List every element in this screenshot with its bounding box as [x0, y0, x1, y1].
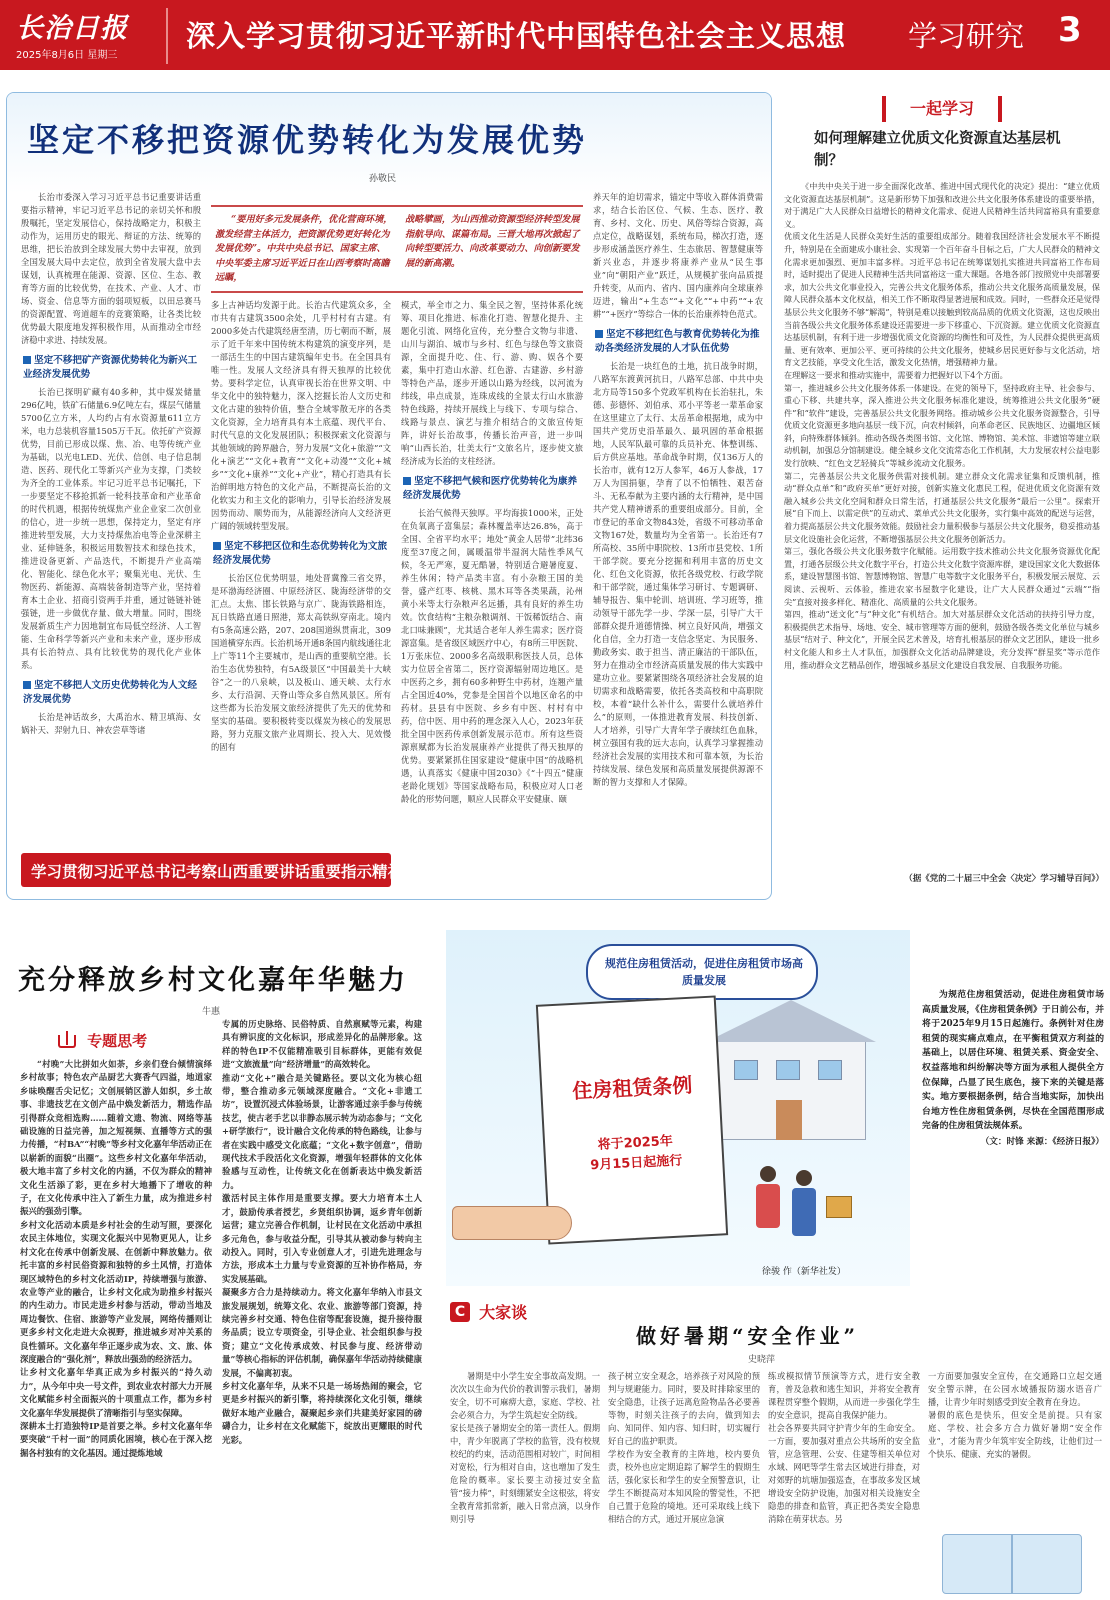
cartoon-caption — [922, 988, 1104, 1278]
document-date-1: 将于2025年 — [597, 1133, 674, 1153]
topic-label — [58, 1030, 188, 1052]
newspaper-logo: 长治日报 — [16, 13, 128, 44]
cartoon-credit: 徐骏 作（新华社发） — [762, 1267, 846, 1277]
article-column-4 — [593, 191, 763, 900]
article-column-2: 专属的历史脉络、民俗特质、自然禀赋等元素，构建具有辨识度的文化标识，形成差异化的品牌形象。这样的特色IP不仅能精准吸引目标群体，更能有效促进“文旅流量”向“经济增量”的高效转化。 推动“文化+”融合是关键路径。要以文化为核心纽带，整合推动多元领域深度融合。“文化+非遗工坊”，设置沉浸式体验场景，让游客通过亲手参与传统技艺，使古老手艺以非静态展示转为动态参与；“文化+研学旅行”，设计融合文化传承的特色路线，让参与者在实践中感受文化底蕴；“文化+数字创意”，借助现代技术手段活化文化资源，增强年轻群体的文化体验感与互动性，让传统文化在创新表达中焕发新活力。 激活村民主体作用是重要支撑。要大力培育本土人才，鼓励传承者授艺，乡贤组织协调，返乡青年创新运营；建立完善合作机制，让村民在文化活动中承担多元角色，参与收益分配，引导其从被动参与转向主动投入。同时，引入专业创意人才，引进先进理念与方法，形成本土力量与专业资源的互补协作格局，夯实发展基础。 凝聚多方合力是持续动力。将文化嘉年华纳入市县文旅发展规划，统筹文化、农业、旅游等部门资源，持续完善乡村交通、特色住宿等配套设施，提升接待服务品质；设立专项资金，引导企业、社会组织参与投资；建立“文化传承成效、村民参与度、经济带动量”等核心指标的评估机制，确保嘉年华活动持续健康发展，不偏离初衷。 乡村文化嘉年华，从来不只是一场场热闹的聚会，它更是乡村振兴的新引擎，将持续深化文化引领，继续做好本地产业融合，凝聚起乡亲们共建美好家园的磅礴合力，让乡村在文化赋能下，绽放出更耀眼的时代光彩。 — [222, 1019, 422, 1445]
study-tag-text: 一起学习 — [909, 99, 974, 118]
study-source: （据《党的二十届三中全会〈决定〉学习辅导百问》） — [904, 874, 1104, 884]
article-title: 做好暑期“安全作业” — [636, 1324, 860, 1348]
section-name: 学习研究 — [908, 19, 1025, 53]
house-illustration — [706, 1000, 876, 1140]
article-column-1 — [21, 191, 201, 851]
regulation-document — [536, 995, 728, 1244]
topic-label-text: 专题思考 — [87, 1032, 148, 1050]
chat-icon: C — [450, 1302, 470, 1322]
body-health: 长治气候得天独厚。平均海拔1000米，正处在负氧离子富集层；森林覆盖率达26.8%，高于全国、全省平均水平；地处“黄金人居带”北纬36度至37度之间，属暖温带半湿润大陆性季风气候，冬无严寒，夏无酷暑，特别适合避暑度夏、养生休闲；特产品类丰富。有小杂粮王国的美誉，盛产红枣、核桃、黑木耳等各类果蔬，沁州黄小米等太行杂粮声名远播，具有良好的养生功效。饮食结构“主粮杂粮调剂、干饭稀饭结合、南北口味兼顾”，尤其适合老年人养生需求；医疗资源富集。是省级区域医疗中心，有8所三甲医院、1万张床位、2000多名高级职称医技人员，总体实力位居全省第二，医疗资源辐射周边地区。是中医药之乡，拥有60多种野生中药材，连翘产量占全国近40%，党参是全国首个以地区命名的中药材。县县有中医院、乡乡有中医、村村有中药，信中医、用中药的理念深入人心，2023年获批全国中医药传承创新发展示范市。所有这些资源禀赋都为长治发展康养产业提供了得天独厚的优势。要紧紧抓住国家建设“健康中国”的战略机遇，认真落实《健康中国2030》《“十四五”健康老龄化规划》等国家战略布局，积极应对人口老龄化的形势问题，顺应人民群众平安健康、颐 — [401, 508, 583, 804]
study-column — [778, 92, 1104, 900]
article-column-2 — [211, 299, 391, 851]
article-author: 孙敬民 — [369, 174, 397, 184]
article-column-1: “村晚”大比拼如火如荼，乡亲们登台倾情演绎乡村故事；特色农产品厨艺大赛香气四溢，地道家乡味唤醒舌尖记忆；文创展销区游人如织，乡土故事、非遗技艺在文创产品中焕发新活力，精选作品引得群众竞相选购……随着文遗、物流、网络等基础设施的日益完善，加之短视频、直播等方式的强力传播，“村BA”“村晚”等乡村文化嘉年华活动正在以崭新的面貌“出圈”。这些乡村文化嘉年华活动，极大地丰富了乡村文化的内涵，不仅为群众的精神文化生活添了彩，更在乡村大地播下了增收的种子，在文化传承中注入了新生力量，成为推进乡村振兴的强劲引擎。 乡村文化活动本质是乡村社会的生动写照，要深化农民主体地位，实现文化振兴中见物更见人，让乡村文化在传承中创新发展、在创新中释放魅力。依托丰富的乡村民俗资源和独特的乡土风情，打造体现区域特色的乡村文化活动IP，持续增强与旅游、农业等产业的融合，让乡村文化成为助推乡村振兴的内生动力。市民走进乡村参与活动，带动当地及周边餐饮、住宿、旅游等产业发展，网络传播则让更多乡村文化走进大众视野，推进城乡对冲关系的良性循环。文化嘉年华正逐步成为农、文、旅、体深度融合的“强化剂”，释放出强劲的经济活力。 让乡村文化嘉年华真正成为乡村振兴的“持久动力”，从今年中央一号文件，到农业农村部大力开展文化赋能乡村全面振兴的十项重点工作，都为乡村文化嘉年华发展提供了清晰指引与坚实保障。 深耕本土打造独特IP是首要之举。乡村文化嘉年华要突破“千村一面”的同质化困境，核心在于深入挖掘各村独有的文化基因。通过提炼地域 — [20, 1059, 212, 1458]
study-title: 如何理解建立优质文化资源直达基层机制？ — [814, 131, 1061, 169]
article-column-1: 暑期是中小学生安全事故高发期。一次次以生命为代价的教训警示我们，暑期安全，切不可麻痹大意，家庭、学校、社会必须合力，为学生筑起安全防线。 家长是孩子暑期安全的第一责任人。假期中，青少年脱离了学校的监管，没有校规校纪的约束，活动范围相对较广，时间相对宽松，行为相对自由，这也增加了发生危险的概率。家长要主动接过安全监管“接力棒”，时刻绷紧安全这根弦，将安全教育常抓常新，融入日常点滴，以身作则引导 — [450, 1371, 600, 1524]
article-title: 充分释放乡村文化嘉年华魅力 — [18, 965, 408, 996]
article-column-4: 一方面要加强安全宣传，在交通路口立起交通安全警示牌，在公园水域播报防溺水语音广播，让青少年时刻感受到安全教育在身边。 暑假的底色是快乐，但安全是前提。只有家庭、学校、社会多方合力做好暑期“安全作业”，才能为青少年筑牢安全防线，让他们过一个快乐、健康、充实的暑假。 — [928, 1371, 1102, 1459]
callout-quote — [211, 205, 583, 293]
page-number: 3 — [1058, 10, 1082, 50]
body-mineral: 长治已探明矿藏有40多种，其中煤炭储量296亿吨，铁矿石储量6.9亿吨左右，煤层气储量5700亿立方米，人均约占有水资源量611立方米，电力总装机容量1505万千瓦。依托矿产资源优势，目前已形成以煤、焦、冶、电等传统产业为基础，以光电LED、光伏、信创、电子信息制造、医药、现代化工等新兴产业为支撑，门类较为齐全的工业体系。牢记习近平总书记嘱托，下一步要坚定不移抢抓新一轮科技革命和产业革命的时代机遇，根据传统煤焦产业企业家二次创业的信心，进一步统一思想，保持定力，坚定有序推进转型发展，大力支持煤焦冶电等企业深耕主业、延伸链条，积极运用数智技术和绿色技术，推进设备更新、产品迭代，不断提升产业高端化、智能化、绿色化水平；聚集光电、光伏、生物医药、新能源、高端装备制造等产业，坚持着育本土企业、招商引资两手并重，通过链链补链强链，进一步做优存量、做大增量。同时，围绕发展新质生产力因地制宜布局低空经济、人工智能、生命科学等新兴产业和未来产业，逐步形成具有长治特点、具有比较优势的现代化产业体系。 — [21, 387, 201, 670]
speech-bubble-text: 规范住房租赁活动，促进住房租赁市场高质量发展 — [605, 957, 803, 987]
body-tourism-cont: 模式，举全市之力、集全民之智，坚持体系化统筹、项目化推进、标准化打造、智慧化提升、主题化引流、网络化宣传，充分整合文物与非遗、山川与湖泊、城市与乡村、红色与绿色等文旅资源，全面提升吃、住、行、游、购、娱各个要素，集中打造山水游、红色游、古建游、乡村游等特色产品，逐步开通以山路为经线，以河流为纬线，串点成景，连珠成线的全景太行山水旅游特色线路，持续开展线上与线下、专项与综合、线路与景点、演艺与推介相结合的文旅宣传矩阵，讲好长治故事，传播长治声音，进一步叫响“山西长治，壮美太行”文旅名片，逐步使文旅经济成为长治的支柱经济。 — [401, 300, 583, 466]
hand-illustration — [452, 1206, 572, 1240]
article-column-2: 孩子树立安全观念，培养孩子对风险的预判与规避能力。同时，要及时排除家里的安全隐患，让孩子远离危险物品各必要善等物，时刻关注孩子的去向，做到知去向、知同伴、知内容、知归时，切实履行好自己的监护职责。 学校作为安全教育的主阵地，校内要负责，校外也应定期追踪了解学生的假期生活，强化家长和学生的安全预警意识，让学生不断提高对本知风险的警觉性，不把自己置于危险的境地。还可采取线上线下相结合的方式，通过开展应急演 — [608, 1371, 760, 1524]
body-culture-cont: 多上古神话均发源于此。长治古代建筑众多，全市共有古建筑3500余处，几乎村村有古建。有2000多处古代建筑经唐至清，历七朝而不断，展示了近千年来中国传统木构建筑的演变序列，是一部活生生的中国古建筑编年史书。在全国具有唯一性。发展人文经济具有得天独厚的比较优势。要科学定位，认真审视长治在世界文明、中华文化中的独特魅力，深入挖掘长治人文历史和文化古建的独特价值，整合全域零散无序的各类文化资源，全力培育具有本土底蕴、现代平台、时代气息的文化发展团队；积极探索文化资源与其他领域的跨界融合，努力发展“文化+旅游”“文化+演艺”“文化+教育”“文化+动漫”“文化+城乡”“文化+康养”“文化+产业”，精心打造具有长治鲜明地方特色的文化产品，不断提高长治的文化软实力和主文化的影响力，引导长治经济发展因势而动、顺势而为，从能源经济向人文经济更广阔的领域转型发展。 — [211, 300, 391, 531]
callout-text-1: “要用好多元发展条件，优化营商环境，激发经营主体活力，把资源优势更好转化为发展优势”。中共中央总书记、国家主席、中央军委主席习近平近日在山西考察时高瞻远瞩， — [215, 214, 393, 283]
caption-source: （文：时锋 来源：《经济日报》） — [980, 1136, 1104, 1147]
article-summer-safety — [446, 1296, 1106, 1600]
callout-text-2: 战略擘画，为山西推动资源型经济转型发展指航导向、谋篇布局。三晋大地再次掀起了向转型要活力、向改革要动力、向创新要发展的新高潮。 — [405, 214, 580, 269]
article-resource-advantage — [6, 92, 772, 900]
body-culture-start: 长治是神话故乡，大禹治水、精卫填海、女娲补天、羿射九日、神农尝草等诸 — [21, 712, 201, 735]
body-tourism: 长治区位优势明显，地处晋冀豫三省交界，是环渤海经济圈、中原经济区、陇海经济带的交汇点。太焦、邯长铁路与京广、陇海铁路相连，瓦日铁路直通日照港，郑太高铁纵穿南北。境内有5条高速公路，207、208国道纵贯南北，309国道横穿东西。长治机场开通8条国内航线通往北上广等11个主要城市，是山西的重要航空港。长治生态优势独特，有5A级景区“中国最美十大峡谷”之一的八泉峡，以及板山、通天峡、太行水乡、太行沿洞、天脊山等众多自然风景区。所有这些都为长治发展文旅经济提供了先天的优势和坚实的基础。要积极转变以煤炭为核心的发展思路，努力克服文旅产业周期长、投入大、见效慢的固有 — [211, 573, 391, 752]
masthead — [0, 0, 1110, 70]
study-tag — [882, 96, 1002, 122]
article-author: 史晓萍 — [748, 1355, 776, 1365]
cartoon-panel — [446, 930, 910, 1286]
document-date-2: 9月15日起施行 — [589, 1153, 683, 1174]
banner-slogan: 深入学习贯彻习近平新时代中国特色社会主义思想 — [186, 19, 847, 53]
family-illustration — [746, 1166, 856, 1256]
article-title: 坚定不移把资源优势转化为发展优势 — [27, 121, 588, 159]
caption-text: 为规范住房租赁活动，促进住房租赁市场高质量发展，《住房租赁条例》于日前公布，并将于2025年9月15日起施行。条例针对住房租赁的现实痛点难点，在平衡租赁双方利益的基础上，以居住环境、租赁关系、资金安全、权益落地和纠纷解决等方面为承租人提供全方位保障，凸显了民生底色，接下来的关键是落实。地方要根据条例，结合当地实际，加快出台地方性住房租赁条例，尽快在全国范围形成完备的住房租赁法规体系。 — [922, 990, 1104, 1132]
topic-banner-text: 学习贯彻习近平总书记考察山西重要讲话重要指示精神 — [31, 863, 404, 881]
topic-label-text: 大家谈 — [479, 1303, 528, 1322]
book-illustration — [932, 1524, 1092, 1598]
section-heading-mineral: 坚定不移把矿产资源优势转化为新兴工业经济发展优势 — [21, 354, 201, 382]
section-heading-talent: 坚定不移把红色与教育优势转化为推动各类经济发展的人才队伍优势 — [593, 328, 763, 356]
topic-label — [450, 1300, 527, 1324]
article-author: 牛惠 — [202, 1007, 221, 1017]
speech-bubble — [586, 944, 818, 1000]
masthead-divider — [166, 8, 168, 64]
topic-banner — [21, 853, 404, 887]
article-rural-carnival — [6, 912, 432, 1600]
body-talent: 长治是一块红色的土地，抗日战争时期，八路军东渡黄河抗日，八路军总部、中共中央北方局等150多个党政军机构在长治驻扎，朱德、彭德怀、刘伯承、邓小平等老一辈革命家在这里建立了太行、太岳革命根据地，成为中国共产党历史沿革最久、最巩固的革命根据地，人民军队最可靠的兵员补充、体整训练、后方供应基地。革命战争时期，仅136万人的长治市，就有12万人参军，46万人参战，17万人为国捐躯，孕育了以不怕牺牲、艰苦奋斗、无私奉献为主要内涵的太行精神，是中国共产党人精神谱系的重要组成部分。目前，全市登记的革命文物843处，省级不可移动革命文物167处，数量均为全省第一。长治还有7所高校、35所中职院校、13所市县党校、1所干部学院。要充分挖掘和利用丰富的历史文化、红色文化资源，依托各级党校、行政学院和干部学院，通过集体学习研讨、专题调研、辅导报告、集中轮训、培训班、学习班等，推动领导干部先学一步、学深一层，引导广大干部群众提升道德情操、树立良好风尚，增强文化自信，全力打造一支信念坚定、为民服务、勤政务实、敢于担当、清正廉洁的干部队伍，努力在推动全市经济高质量发展的伟大实践中建功立业。要紧紧围绕各项经济社会发展的迫切需求和战略需要，依托各类高校和中高职院校，本着“缺什么补什么，需要什么就培养什么”的原则，一体推进教育发展、科技创新、人才培养，引导广大青年学子赓续红色血脉，树立强国有我的远大志向，认真学习掌握推动经济社会发展的实用技术和可靠本领，为长治持续发展、绿色发展和高质量发展提供源源不断的智力支撑和人才保障。 — [593, 361, 763, 787]
section-heading-culture: 坚定不移把人文历史优势转化为人文经济发展优势 — [21, 679, 201, 707]
article-column-3: 练或模拟情节预演等方式，进行安全教育，普及急救和逃生知识，并将安全教育课程贯穿整个假期，从而进一步强化学生的安全意识，提高自我保护能力。 社会各界要共同守护青少年的生命安全。一方面，要加强对重点公共场所的安全监管，应急管理、公安、住建等相关单位对水域、网吧等学生常去区域进行排查，对对郊野的坑塘加强巡查，在事故多发区域增设安全防护设施，加强对相关设施安全隐患的排查和监管，真正把各类安全隐患消除在萌芽状态。另 — [768, 1371, 920, 1524]
study-body: 《中共中央关于进一步全面深化改革、推进中国式现代化的决定》提出：“建立优质文化资源直达基层机制”。这是新形势下加强和改进公共文化服务体系建设的重要举措，对于满足广大人民群众日益增长的精神文化需求、促进人民精神生活共同富裕具有重要意义。 优质文化生活是人民群众美好生活的重要组成部分。随着我国经济社会发展水平不断提升，特别是在全面建成小康社会、实现第一个百年奋斗目标之后，广大人民群众的精神文化需求更加强烈、更加丰富多样。习近平总书记在统筹谋划扎实推进共同富裕工作布局时，适时提出了促进人民精神生活共同富裕这一重大课题。各地各部门按照党中央部署要求，加大公共文化事业投入，完善公共文化服务体系，推动公共文化服务高质量发展，保障人民群众基本文化权益，相关工作不断取得显著进展和成效。同时，一些群众还是觉得基层公共文化服务不够“解渴”，特别是难以接触到较高品质的优质文化资源，这也反映出当前各级公共文化服务体系建设还需要进一步下移重心、下沉资源。建立优质文化资源直达基层机制，有利于进一步增强优质文化资源的均衡性和可及性，为人民群众提供更高质量、更有效率、更加公平、更可持续的公共文化服务，使城乡居民更好参与文化活动，培育文艺技能，享受文化生活，激发文化热情，增强精神力量。 在理解这一要求和推动实施中，需要着力把握好以下4个方面。 第一，推进城乡公共文化服务体系一体建设。在党的领导下，坚持政府主导、社会参与、重心下移、共建共享，深入推进公共文化服务标准化建设，统筹推进公共文化服务“硬件”和“软件”建设，完善基层公共文化服务网络。推动城乡公共文化服务资源整合，引导优质文化资源更多地向基层一线下沉，向农村倾斜，向革命老区、民族地区、边疆地区倾斜，向特殊群体倾斜。推动各级各类图书馆、文化馆、博物馆、美术馆、非遗馆等建立联动机制，加强总分馆制建设。健全城乡文化交流常态化工作机制，大力发展农村公益电影发行放映、“红色文艺轻骑兵”等城乡流动文化服务。 第二，完善基层公共文化服务供需对接机制。建立群众文化需求征集和反馈机制，推动“群众点单”和“政府买单”更好对接，创新实施文化惠民工程，促进优质文化资源有效融入城乡公共文化空间和群众日常生活，打通基层公共文化服务“最后一公里”。探索开展“自下而上、以需定供”的互动式、菜单式公共文化服务，实行集中高效的配送与运营，着力提高基层公共文化服务效能。鼓励社会力量积极参与基层公共文化服务，稳妥推动基层文化设施社会化运营，不断增强基层公共文化服务创新活力。 第三，强化各级公共文化服务数字化赋能。运用数字技术推动公共文化服务资源优化配置，打通各层级公共文化数字平台，打造公共文化数字资源库群，建设国家文化大数据体系，建设智慧图书馆、智慧博物馆、智慧广电等数字文化服务平台，积极发展云展览、云阅读、云视听、云体验，推进农家书屋数字化建设，让广大人民群众通过“云端”“指尖”直接对接多样化、精准化、高质量的公共文化服务。 第四，推动“送文化”与“种文化”有机结合。加大对基层群众文化活动的扶持引导力度，积极提供艺术指导、场地、安全、城市管理等方面的便利，鼓励各级各类文化单位与城乡基层“结对子、种文化”，开展全民艺术普及，培育扎根基层的群众文艺团队，建设一批乡村文化能人和乡土人才队伍，加强群众文化活动品牌建设，充分发挥“群星奖”等示范作用，推动群众文艺精品创作，增强城乡基层文化建设自我发展、自我服务功能。 — [784, 181, 1100, 670]
book-icon — [58, 1035, 76, 1048]
document-title: 住房租赁条例 — [571, 1072, 693, 1104]
article-column-3 — [401, 299, 583, 900]
body-health-cont: 养天年的迫切需求，锚定中等收入群体消费需求，结合长治区位、气候、生态、医疗、教育、乡村、文化、历史、风俗等综合资源，高点定位，战略谋划，系统布局，梯次打造，逐步形成涵盖医疗养生、生态旅居、智慧健康等新兴业态，并逐步将康养产业从“民生事业”向“朝阳产业”跃迁，从规模扩张向品质提升转变，从而内、省内、国内康养向全球康养迈进，输出“+生态”“+文化”“+中药”“+农耕”“+医疗”等综合一体的长治康养特色范式。 — [593, 192, 763, 319]
issue-date: 2025年8月6日 星期三 — [16, 50, 118, 61]
section-heading-health: 坚定不移把气候和医疗优势转化为康养经济发展优势 — [401, 475, 583, 503]
section-heading-tourism: 坚定不移把区位和生态优势转化为文旅经济发展优势 — [211, 540, 391, 568]
lead-paragraph: 长治市委深入学习习近平总书记重要讲话重要指示精神，牢记习近平总书记的亲切关怀和殷殷嘱托，坚定发展信心，保持战略定力，积极主动作为，运用历史的眼光、辩证的方法、统筹的思维，把长治放到全球发展大势中去审视，放到全国发展大局中去定位，放到全省发展大盘中去谋划，认真梳理在能源、资源、区位、生态、教育等方面的比较优势，在技术、产业、人才、市场、资金、信息等方面的弱项短板，以田忌赛马的资源配置、弯道超车的竞赛策略，让各类比较优势最大限度地发挥积极作用，从而推动全市经济稳中求进、持续发展。 — [21, 192, 201, 345]
